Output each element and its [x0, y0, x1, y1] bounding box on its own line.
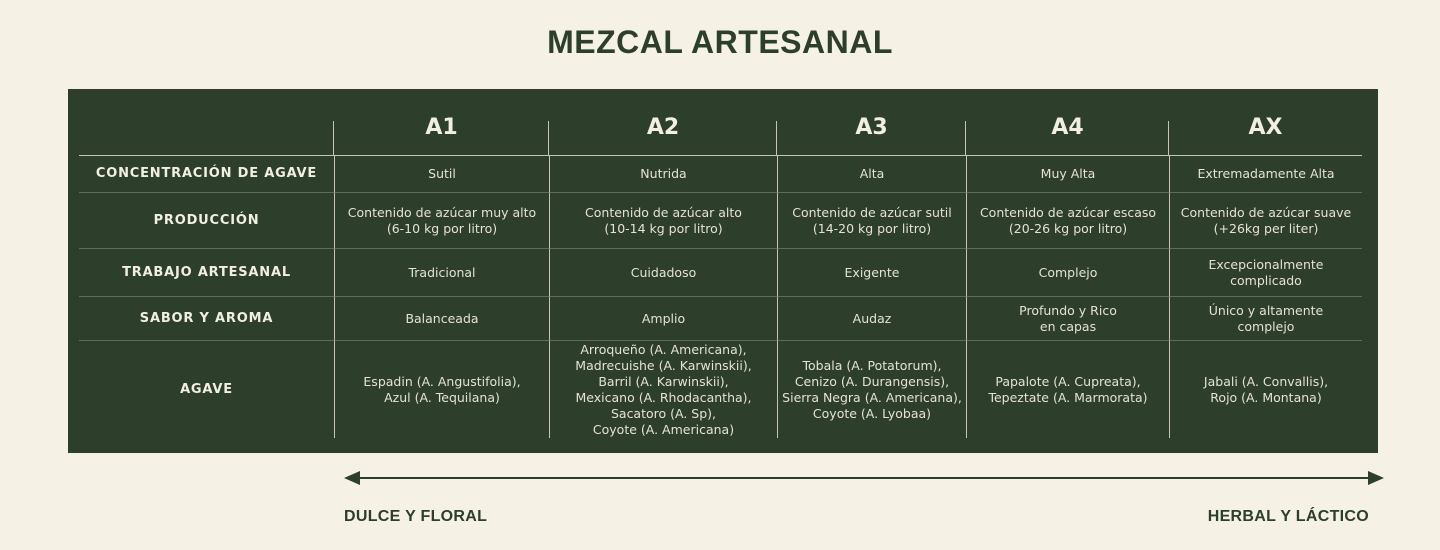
table-cell-a2: Arroqueño (A. Americana), Madrecuishe (A. Karwinskii), Barril (A. Karwinskii), Mexicano (A. Rhodacantha), Sacatoro (A. Sp), Coyote (A. Americana)	[549, 341, 777, 438]
corner-cell	[79, 89, 334, 156]
axis-line	[350, 477, 1378, 479]
table-cell-a2: Nutrida	[549, 156, 777, 193]
axis-left-label: DULCE Y FLORAL	[344, 508, 488, 525]
column-header-a3: A3	[777, 89, 966, 156]
column-header-a2: A2	[549, 89, 777, 156]
table-cell-a4: Muy Alta	[966, 156, 1169, 193]
table-cell-ax: Excepcionalmente complicado	[1169, 249, 1362, 297]
arrow-right-icon	[1368, 471, 1384, 485]
table-cell-a4: Complejo	[966, 249, 1169, 297]
table-cell-ax: Contenido de azúcar suave (+26kg per liter)	[1169, 193, 1362, 249]
row-label: TRABAJO ARTESANAL	[79, 249, 334, 297]
table-cell-a2: Contenido de azúcar alto (10-14 kg por litro)	[549, 193, 777, 249]
flavor-axis	[344, 470, 1384, 486]
table-cell-a1: Contenido de azúcar muy alto (6-10 kg por litro)	[334, 193, 549, 249]
table-cell-a1: Espadin (A. Angustifolia), Azul (A. Tequilana)	[334, 341, 549, 438]
row-label: PRODUCCIÓN	[79, 193, 334, 249]
table-cell-ax: Extremadamente Alta	[1169, 156, 1362, 193]
table-cell-a2: Cuidadoso	[549, 249, 777, 297]
table-cell-a4: Papalote (A. Cupreata), Tepeztate (A. Marmorata)	[966, 341, 1169, 438]
table-cell-a1: Balanceada	[334, 297, 549, 341]
axis-right-label: HERBAL Y LÁCTICO	[1207, 508, 1369, 525]
row-label: CONCENTRACIÓN DE AGAVE	[79, 156, 334, 193]
table-grid	[79, 89, 1362, 453]
table-cell-a3: Exigente	[777, 249, 966, 297]
column-header-a4: A4	[966, 89, 1169, 156]
table-cell-ax: Jabali (A. Convallis), Rojo (A. Montana)	[1169, 341, 1362, 438]
table-cell-ax: Único y altamente complejo	[1169, 297, 1362, 341]
table-cell-a1: Tradicional	[334, 249, 549, 297]
column-header-ax: AX	[1169, 89, 1362, 156]
column-header-a1: A1	[334, 89, 549, 156]
table-cell-a1: Sutil	[334, 156, 549, 193]
row-label: AGAVE	[180, 381, 233, 397]
row-label: SABOR Y AROMA	[79, 297, 334, 341]
table-cell-a2: Amplio	[549, 297, 777, 341]
table-cell-a3: Audaz	[777, 297, 966, 341]
table-cell-a3: Alta	[777, 156, 966, 193]
page-title: MEZCAL ARTESANAL	[547, 24, 893, 60]
table-cell-a4: Contenido de azúcar escaso (20-26 kg por litro)	[966, 193, 1169, 249]
mezcal-table	[68, 89, 1378, 453]
table-cell-a3: Contenido de azúcar sutil (14-20 kg por litro)	[777, 193, 966, 249]
table-cell-a3: Tobala (A. Potatorum), Cenizo (A. Durangensis), Sierra Negra (A. Americana), Coyote (A. Lyobaa)	[777, 341, 966, 438]
table-cell-a4: Profundo y Rico en capas	[966, 297, 1169, 341]
